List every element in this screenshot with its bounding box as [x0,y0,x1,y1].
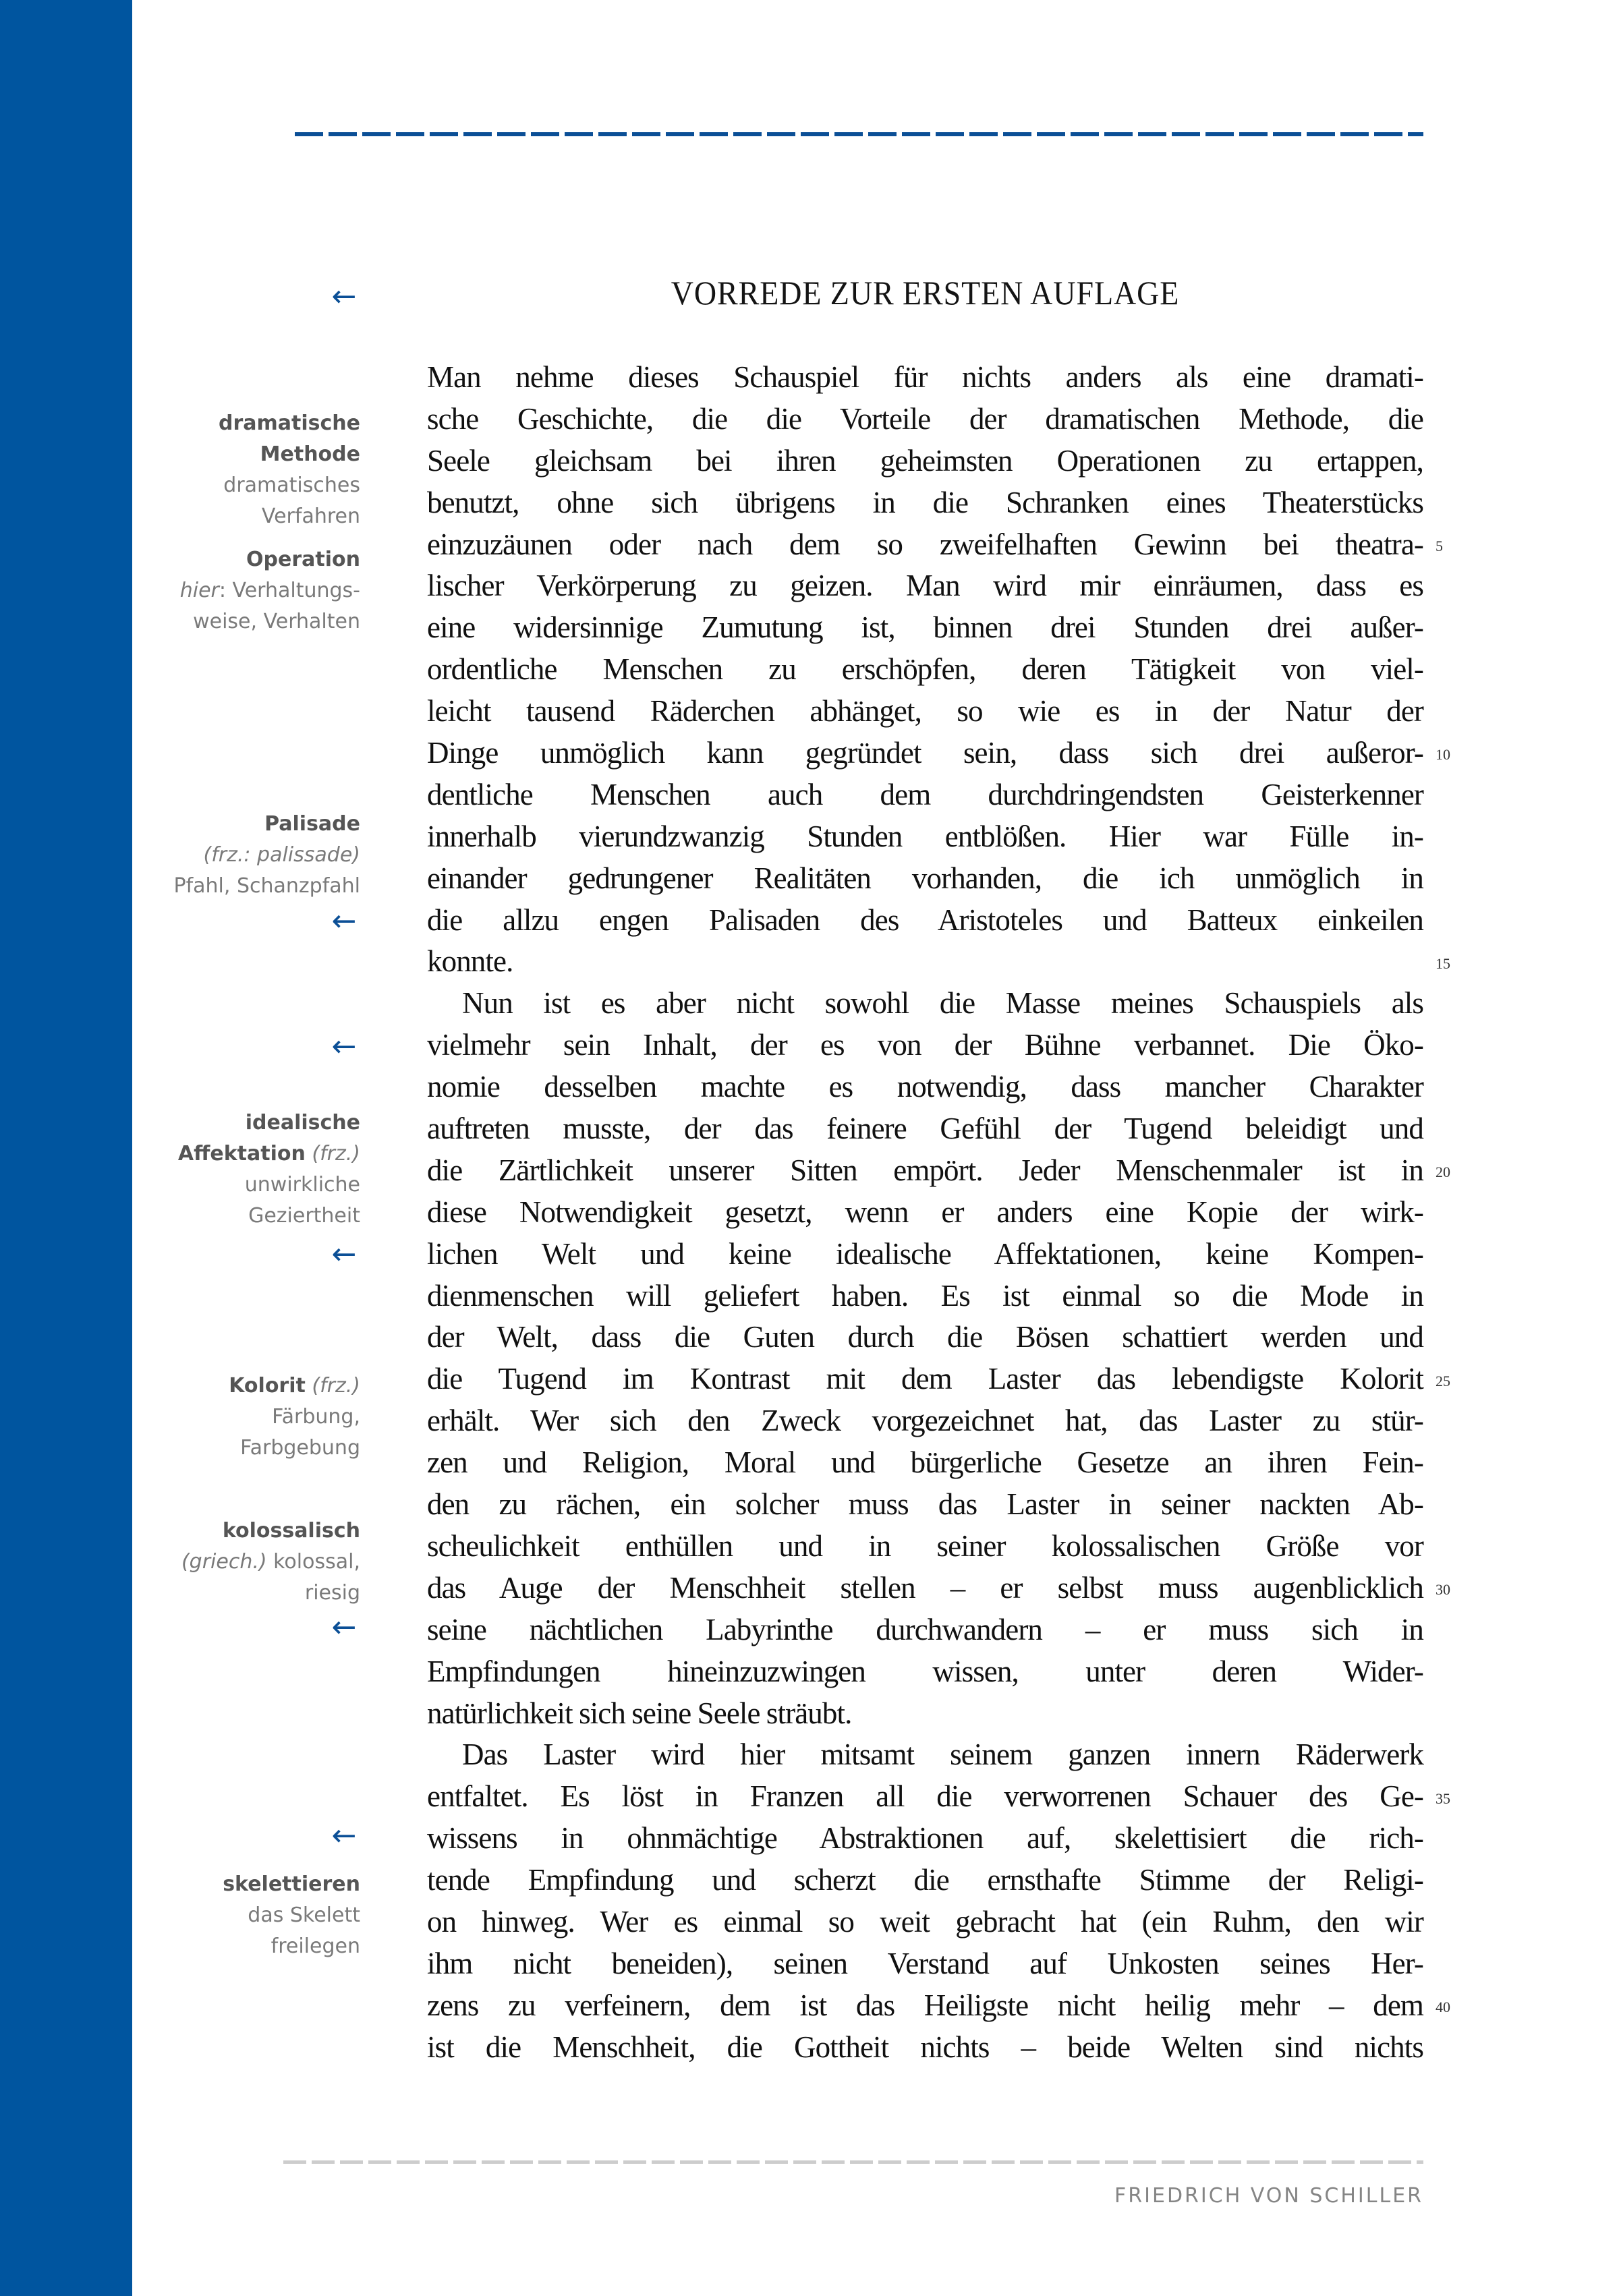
back-arrow-icon[interactable]: ← [331,1818,357,1853]
text-line: nomie desselben machte es notwendig, dass mancher Charakter [427,1070,1423,1104]
text-line: entfaltet. Es löst in Franzen all die verworrenen Schauer des Ge- [427,1779,1423,1814]
text-line: scheulichkeit enthüllen und in seiner kolossalischen Größe vor [427,1528,1423,1563]
gloss-term: Palisade [264,812,360,836]
text-line: auftreten musste, der das feinere Gefühl der Tugend beleidigt und [427,1112,1423,1146]
text-line: Empfindungen hineinzuzwingen wissen, unter deren Wider- [427,1654,1423,1688]
gloss-origin: (griech.) [181,1550,267,1574]
gloss-term: Kolorit [229,1374,306,1398]
text-line: einzuzäunen oder nach dem so zweifelhaften Gewinn bei theatra- [427,527,1423,561]
back-arrow-icon[interactable]: ← [331,1029,357,1064]
text-line: konnte. [427,944,513,979]
text-line: der Welt, dass die Guten durch die Bösen schattiert werden und [427,1320,1423,1354]
gloss-definition: weise, Verhalten [193,610,360,633]
gloss-definition: Färbung, [272,1405,360,1429]
footer-dashed-rule [283,2160,1423,2164]
text-line: ist die Menschheit, die Gottheit nichts – beide Welten sind nichts [427,2030,1423,2064]
footer-author: FRIEDRICH VON SCHILLER [1114,2184,1423,2208]
gloss-definition: unwirkliche [244,1173,360,1197]
text-line: benutzt, ohne sich übrigens in die Schranken eines Theaterstücks [427,485,1423,519]
text-line: lichen Welt und keine idealische Affektationen, keine Kompen- [427,1236,1423,1271]
text-line: dienmenschen will geliefert haben. Es ist einmal so die Mode in [427,1278,1423,1313]
text-line: die allzu engen Palisaden des Aristoteles und Batteux einkeilen [427,902,1423,937]
text-line: seine nächtlichen Labyrinthe durchwandern – er muss sich in [427,1612,1423,1646]
gloss-origin: (frz.) [312,1142,360,1166]
gloss-origin: (frz.) [312,1374,360,1398]
line-number: 15 [1436,954,1450,972]
gloss-definition: hier: Verhaltungs- [179,579,360,602]
gloss-kolorit [138,1371,360,1464]
text-line: die Tugend im Kontrast mit dem Laster das lebendigste Kolorit [427,1362,1423,1396]
page-title: VORREDE ZUR ERSTEN AUFLAGE [671,274,1180,312]
gloss-term: skelettieren [223,1872,360,1896]
gloss-definition: freilegen [271,1934,360,1958]
gloss-definition: Pfahl, Schanzpfahl [173,874,360,898]
text-line: ordentliche Menschen zu erschöpfen, deren Tätigkeit von viel- [427,652,1423,687]
back-arrow-icon[interactable]: ← [331,279,357,314]
gloss-definition: Farbgebung [240,1436,360,1460]
gloss-definition: Geziertheit [248,1204,360,1228]
text-line: Man nehme dieses Schauspiel für nichts anders als eine dramati- [427,360,1423,394]
gloss-term: Operation [246,548,360,571]
line-number: 5 [1436,537,1443,554]
blue-spine-band [0,0,132,2296]
gloss-palisade [138,809,360,902]
text-line: wissens in ohnmächtige Abstraktionen auf, skelettisiert die rich- [427,1821,1423,1856]
back-arrow-icon[interactable]: ← [331,904,357,938]
gloss-term: Methode [260,442,360,466]
text-line: dentliche Menschen auch dem durchdringendsten Geisterkenner [427,777,1423,811]
gloss-term: dramatische [219,411,360,435]
text-line: Das Laster wird hier mitsamt seinem ganzen innern Räderwerk [462,1738,1423,1772]
text-line: den zu rächen, ein solcher muss das Laster in seiner nackten Ab- [427,1487,1423,1522]
gloss-operation [138,544,360,637]
line-number: 30 [1436,1581,1450,1599]
text-line: zen und Religion, Moral und bürgerliche Gesetze an ihren Fein- [427,1445,1423,1480]
text-line: natürlichkeit sich seine Seele sträubt. [427,1696,852,1730]
text-line: Seele gleichsam bei ihren geheimsten Operationen zu ertappen, [427,443,1423,478]
back-arrow-icon[interactable]: ← [331,1237,357,1271]
gloss-origin: (frz.: palissade) [203,843,360,867]
gloss-idealische-affektation [138,1108,360,1232]
text-line: Nun ist es aber nicht sowohl die Masse meines Schauspiels als [462,986,1423,1021]
gloss-term: idealische [245,1111,360,1135]
line-number: 40 [1436,1999,1450,2016]
text-line: Dinge unmöglich kann gegründet sein, dass sich drei außeror- [427,736,1423,770]
gloss-qualifier: hier [179,579,219,602]
gloss-dramatische-methode [138,408,360,532]
text-line: eine widersinnige Zumutung ist, binnen drei Stunden drei außer- [427,610,1423,645]
gloss-definition: riesig [304,1581,360,1605]
text-line: lischer Verkörperung zu geizen. Man wird mir einräumen, dass es [427,569,1423,603]
gloss-definition: dramatisches [223,473,360,497]
gloss-definition: kolossal, [273,1550,360,1574]
line-number: 10 [1436,746,1450,764]
text-line: ihm nicht beneiden), seinen Verstand auf Unkosten seines Her- [427,1946,1423,1980]
gloss-definition: das Skelett [248,1903,360,1927]
text-line: on hinweg. Wer es einmal so weit gebracht hat (ein Ruhm, den wir [427,1904,1423,1939]
gloss-kolossalisch [138,1516,360,1609]
text-line: vielmehr sein Inhalt, der es von der Bühne verbannet. Die Öko- [427,1028,1423,1062]
text-line: das Auge der Menschheit stellen – er selbst muss augenblicklich [427,1570,1423,1605]
gloss-definition: Verfahren [261,505,360,528]
text-line: sche Geschichte, die die Vorteile der dramatischen Methode, die [427,401,1423,436]
text-line: erhält. Wer sich den Zweck vorgezeichnet hat, das Laster zu stür- [427,1404,1423,1438]
header-dashed-rule [295,132,1423,136]
line-number: 25 [1436,1372,1450,1389]
text-line: leicht tausend Räderchen abhänget, so wie es in der Natur der [427,694,1423,728]
text-line: innerhalb vierundzwanzig Stunden entblößen. Hier war Fülle in- [427,819,1423,853]
gloss-term: Affektation [177,1142,306,1166]
main-text-column [427,357,1423,2069]
text-line: tende Empfindung und scherzt die ernsthafte Stimme der Religi- [427,1863,1423,1897]
back-arrow-icon[interactable]: ← [331,1610,357,1644]
text-line: einander gedrungener Realitäten vorhanden, die ich unmöglich in [427,861,1423,895]
line-number: 35 [1436,1789,1450,1807]
gloss-term: kolossalisch [222,1519,360,1543]
gloss-skelettieren [138,1869,360,1962]
text-line: diese Notwendigkeit gesetzt, wenn er anders eine Kopie der wirk- [427,1195,1423,1229]
line-number: 20 [1436,1164,1450,1181]
text-line: zens zu verfeinern, dem ist das Heiligste nicht heilig mehr – dem [427,1988,1423,2022]
text-line: die Zärtlichkeit unserer Sitten empört. Jeder Menschenmaler ist in [427,1153,1423,1187]
